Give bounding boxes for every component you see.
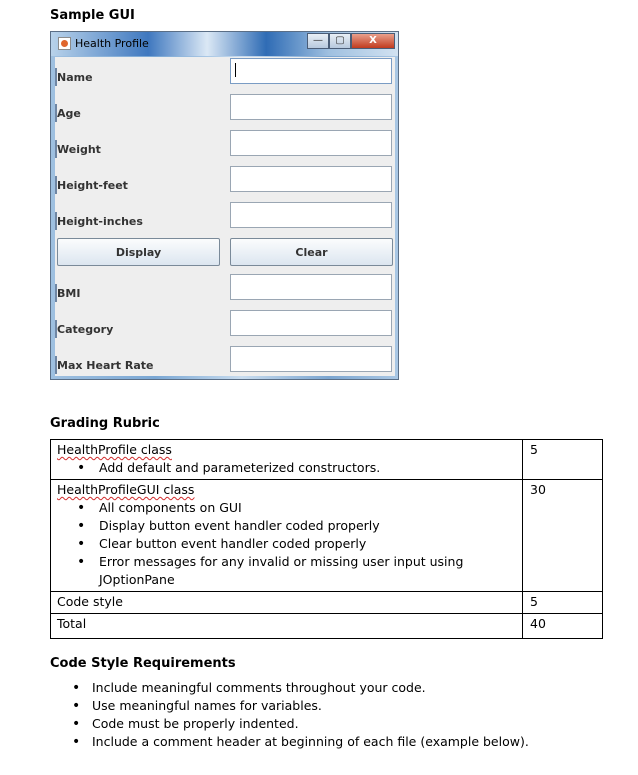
bmi-label: BMI <box>57 287 81 300</box>
rubric-bullets <box>57 459 516 477</box>
list-item: • Code must be properly indented. <box>50 715 529 733</box>
minimize-icon[interactable]: — <box>307 33 329 49</box>
window-controls <box>307 33 395 49</box>
rubric-bullets <box>57 499 516 589</box>
rubric-item: Code style <box>51 592 523 614</box>
weight-field[interactable] <box>230 130 392 156</box>
form-panel <box>55 57 395 376</box>
list-item: • Use meaningful names for variables. <box>50 697 529 715</box>
rubric-item: HealthProfile class <box>57 442 172 457</box>
age-label: Age <box>57 107 81 120</box>
category-label: Category <box>57 323 114 336</box>
clear-button[interactable]: Clear <box>230 238 393 266</box>
text-caret <box>235 63 236 77</box>
height-inches-field[interactable] <box>230 202 392 228</box>
code-style-list <box>50 679 529 751</box>
bmi-field[interactable] <box>230 274 392 300</box>
window-title: Health Profile <box>75 37 149 50</box>
code-style-heading: Code Style Requirements <box>50 656 236 671</box>
height-inches-label: Height-inches <box>57 215 143 228</box>
close-icon[interactable]: X <box>351 33 395 49</box>
rubric-table <box>50 439 603 639</box>
rubric-item: HealthProfileGUI class <box>57 482 195 497</box>
list-item: • All components on GUI <box>57 499 516 517</box>
rubric-item: Total <box>51 614 523 639</box>
name-field[interactable] <box>230 58 392 84</box>
window-titlebar[interactable] <box>51 32 398 56</box>
list-item: • Display button event handler coded properly <box>57 517 516 535</box>
height-feet-label: Height-feet <box>57 179 128 192</box>
rubric-points: 30 <box>523 480 603 592</box>
height-feet-field[interactable] <box>230 166 392 192</box>
display-button[interactable]: Display <box>57 238 220 266</box>
java-app-icon <box>58 37 71 50</box>
table-row <box>51 592 603 614</box>
category-field[interactable] <box>230 310 392 336</box>
table-row <box>51 440 603 480</box>
sample-gui-heading: Sample GUI <box>50 8 135 23</box>
list-item: • Include a comment header at beginning of each file (example below). <box>50 733 529 751</box>
table-row <box>51 480 603 592</box>
rubric-points: 40 <box>523 614 603 639</box>
maximize-icon[interactable]: ▢ <box>329 33 351 49</box>
list-item: • Include meaningful comments throughout your code. <box>50 679 529 697</box>
max-heart-rate-field[interactable] <box>230 346 392 372</box>
rubric-points: 5 <box>523 440 603 480</box>
rubric-item-cell <box>51 440 523 480</box>
max-heart-rate-label: Max Heart Rate <box>57 359 154 372</box>
grading-rubric-heading: Grading Rubric <box>50 416 160 431</box>
list-item: • Error messages for any invalid or missing user input using JOptionPane <box>57 553 516 589</box>
age-field[interactable] <box>230 94 392 120</box>
weight-label: Weight <box>57 143 101 156</box>
list-item: • Add default and parameterized constructors. <box>57 459 516 477</box>
rubric-item-cell <box>51 480 523 592</box>
health-profile-window <box>50 31 399 380</box>
rubric-points: 5 <box>523 592 603 614</box>
table-row <box>51 614 603 639</box>
list-item: • Clear button event handler coded properly <box>57 535 516 553</box>
name-label: Name <box>57 71 93 84</box>
